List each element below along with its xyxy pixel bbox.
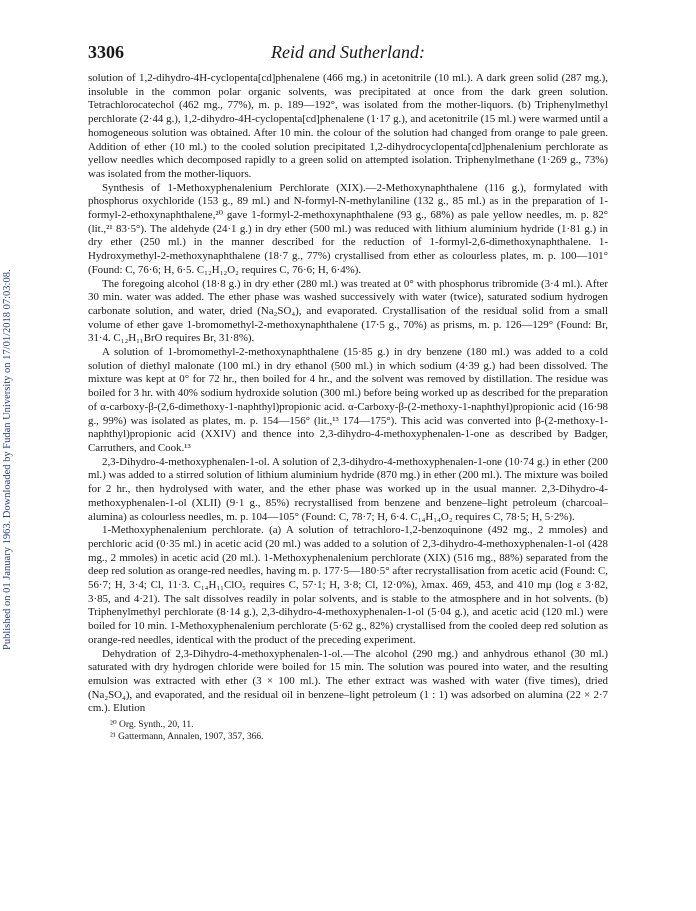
running-title: Reid and Sutherland: [271, 42, 425, 62]
footnote: ²⁰ Org. Synth., 20, 11. [110, 720, 194, 731]
paragraph: 1-Methoxyphenalenium perchlorate. (a) A solution of tetrachloro-1,2-benzoquinone (492 mg., 2 mmoles) and perchloric acid (0·35 ml.) in acetic acid (20 ml.) was added to a solution of 2,3-dihydro-4-methoxyphenalen-1-ol (428 mg., 2 mmoles) in acetic acid (20 ml.). 1-Methoxyphenalenium perchlorate (XIX) (516 mg., 88%) separated from the deep red solution as orange-red needles, having m. p. 177·5—180·5° after recrystallisation from acetic acid (Found: C, 56·7; H, 3·4; Cl, 11·3. C₁₄H₁₁ClO₅ requires C, 57·1; H, 3·8; Cl, 12·0%), λmax. 469, 453, and 410 mμ (log ε 3·82, 3·85, and 4·21). The salt dissolves readily in polar solvents, and is stable to the atmosphere and in hot solvents. (b) Triphenylmethyl perchlorate (8·14 g.), 2,3-dihydro-4-methoxyphenalen-1-ol (5·04 g.), and acetic acid (120 ml.) were boiled for 10 min. 1-Methoxyphenalenium perchlorate (5·62 g., 82%) crystallised from the cooled deep red solution as orange-red needles, identical with the product of the preceding experiment. [88, 524, 608, 646]
paragraph: Dehydration of 2,3-Dihydro-4-methoxyphenalen-1-ol.—The alcohol (290 mg.) and anhydrous ethanol (30 ml.) saturated with dry hydrogen chloride were boiled for 15 min. The solution was poured into water, and the resulting emulsion was extracted with ether (3 × 100 ml.). The ether extract was washed with water (five times), dried (Na₂SO₄), and evaporated, and the residual oil in benzene–light petroleum (1 : 1) was adsorbed on alumina (22 × 2·7 cm.). Elution [88, 647, 608, 715]
paragraph: Synthesis of 1-Methoxyphenalenium Perchlorate (XIX).—2-Methoxynaphthalene (116 g.), formylated with phosphorus oxychloride (153 g., 89 ml.) and N-formyl-N-methylaniline (132 g., 85 ml.) as in the preparation of 1-formyl-2-ethoxynaphthalene,²⁰ gave 1-formyl-2-methoxynaphthalene (93 g., 68%) as pale yellow needles, m. p. 82° (lit.,²¹ 83·5°). The aldehyde (24·1 g.) in dry ether (500 ml.) was reduced with lithium aluminium hydride (1·81 g.) in dry ether (250 ml.) in the manner described for the reduction of 1-formyl-2,6-dimethoxynaphthalene. 1-Hydroxymethyl-2-methoxynaphthalene (18·7 g., 77%) crystallised from ether as colourless plates, m. p. 100—101° (Found: C, 76·6; H, 6·5. C₁₂H₁₂O₂ requires C, 76·6; H, 6·4%). [88, 181, 608, 276]
page-header [88, 42, 608, 64]
footnotes [88, 719, 608, 743]
footnote: ²¹ Gattermann, Annalen, 1907, 357, 366. [110, 732, 264, 743]
paragraph: A solution of 1-bromomethyl-2-methoxynaphthalene (15·85 g.) in dry benzene (180 ml.) was added to a cold solution of diethyl malonate (100 ml.) in dry ethanol (500 ml.) in which sodium (4·39 g.) had been dissolved. The mixture was kept at 0° for 72 hr., then boiled for 4 hr., and the solvent was removed by distillation. The residue was boiled for 3 hr. with 40% sodium hydroxide solution (300 ml.) before being worked up as described for the preparation of α-carboxy-β-(2,6-dimethoxy-1-naphthyl)propionic acid. α-Carboxy-β-(2-methoxy-1-naphthyl)propionic acid (16·98 g., 99%) was isolated as plates, m. p. 154—156° (lit.,¹³ 174—175°). This acid was converted into β-(2-methoxy-1-naphthyl)propionic acid (XXIV) and thence into 2,3-dihydro-4-methoxyphenalen-1-one as described by Badger, Carruthers, and Cook.¹³ [88, 346, 608, 454]
paragraph: The foregoing alcohol (18·8 g.) in dry ether (280 ml.) was treated at 0° with phosphorus tribromide (3·4 ml.). After 30 min. water was added. The ether phase was washed successively with water (twice), saturated sodium hydrogen carbonate solution, and water, dried (Na₂SO₄), and evaporated. Crystallisation of the residual solid from a small volume of ether gave 1-bromomethyl-2-methoxynaphthalene (17·5 g., 70%) as prisms, m. p. 126—129° (Found: Br, 31·4. C₁₂H₁₁BrO requires Br, 31·8%). [88, 277, 608, 345]
paragraph: 2,3-Dihydro-4-methoxyphenalen-1-ol. A solution of 2,3-dihydro-4-methoxyphenalen-1-one (10·74 g.) in ether (200 ml.) was added to a stirred solution of lithium aluminium hydride (870 mg.) in ether (200 ml.). The mixture was boiled for 2 hr., then hydrolysed with water, and the ether phase was worked up in the usual manner. 2,3-Dihydro-4-methoxyphenalen-1-ol (XLII) (9·1 g., 85%) recrystallised from benzene and benzene–light petroleum (charcoal–alumina) as colourless needles, m. p. 104—105° (Found: C, 78·7; H, 6·4. C₁₄H₁₄O₂ requires C, 78·5; H, 5·2%). [88, 455, 608, 523]
page-number: 3306 [88, 42, 124, 62]
paragraph: solution of 1,2-dihydro-4H-cyclopenta[cd]phenalene (466 mg.) in acetonitrile (10 ml.). A dark green solid (287 mg.), insoluble in the common polar organic solvents, was precipitated at once from the dark green solution. Tetrachlorocatechol (462 mg., 77%), m. p. 189—192°, was isolated from the mother-liquors. (b) Triphenylmethyl perchlorate (2·44 g.), 1,2-dihydro-4H-cyclopenta[cd]phenalene (1·17 g.), and acetonitrile (15 ml.) were warmed until a homogeneous solution was obtained. After 10 min. the colour of the solution had changed from orange to pale green. Addition of ether (10 ml.) to the cooled solution precipitated 1,2-dihydrocyclopenta[cd]phenalenium perchlorate as yellow needles which decomposed rapidly to a green solid on attempted isolation. Triphenylmethane (1·269 g., 73%) was isolated from the mother-liquors. [88, 72, 608, 180]
download-watermark: Published on 01 January 1963. Downloaded by Fudan University on 17/01/2018 07:03:08. [2, 269, 13, 651]
article-body [88, 72, 608, 743]
